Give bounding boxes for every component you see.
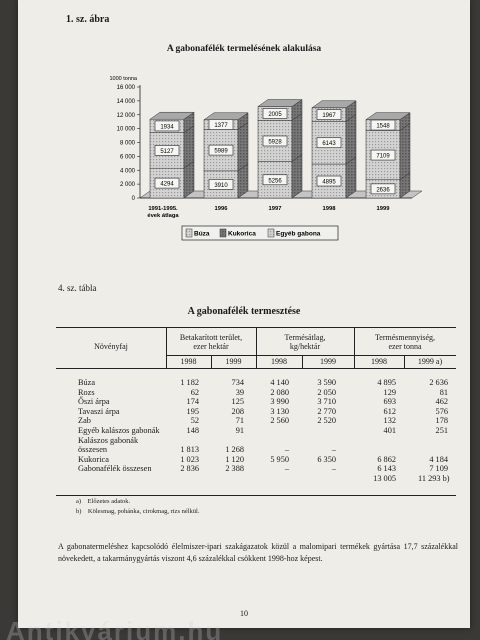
legend-label: Kukorica [228, 230, 256, 238]
col-year-header: 1998 [180, 357, 197, 366]
row-label: összesen [78, 445, 108, 455]
y-tick-label: 6 000 [119, 154, 135, 161]
table-cell: 1 120 [225, 454, 244, 464]
page-number: 10 [240, 609, 248, 618]
table-cell: 6 862 [377, 454, 396, 464]
table-cell: 2 050 [317, 387, 336, 397]
y-tick-label: 8 000 [119, 140, 135, 147]
col-group-header: Betakarított terület, [179, 333, 243, 342]
table-cell: 174 [186, 397, 199, 407]
chart-title: A gabonafélék termelésének alakulása [166, 44, 322, 54]
data-label: 6143 [322, 141, 336, 148]
data-label: 1377 [214, 123, 228, 130]
table-cell: 401 [383, 426, 396, 435]
table-cell: 462 [435, 397, 448, 407]
table-cell: 734 [231, 378, 244, 387]
row-label: Egyéb kalászos gabonák [78, 426, 160, 435]
legend-label: Búza [194, 230, 210, 238]
col-header-plant: Növényfaj [94, 342, 128, 351]
data-label: 5127 [160, 148, 174, 155]
table-cell: 3 710 [317, 397, 336, 407]
table-cell: 251 [435, 426, 448, 435]
table-cell: 4 140 [270, 378, 289, 387]
figure-label: 1. sz. ábra [66, 14, 110, 25]
category-label: 1996 [214, 206, 228, 212]
table-cell: – [284, 464, 289, 474]
table-cell: 3 590 [317, 378, 336, 387]
data-label: 7109 [376, 153, 390, 160]
table-cell: 6 350 [317, 454, 336, 464]
data-label: 2636 [376, 187, 390, 194]
table-cell: 71 [235, 416, 244, 426]
y-tick-label: 16 000 [116, 85, 135, 91]
table-note: a) Előzetes adatok. [76, 498, 131, 505]
table-title: A gabonafélék termesztése [187, 306, 301, 317]
category-label: 1997 [268, 206, 282, 212]
data-label: 1967 [322, 113, 336, 120]
category-label: 1999 [376, 206, 390, 212]
table-cell: 4 184 [429, 454, 448, 464]
table-group-rule [256, 355, 354, 356]
table-cell: 52 [190, 416, 199, 426]
table-cell: 2 836 [180, 464, 199, 474]
category-label: 1998 [322, 206, 336, 212]
table-cell: – [331, 464, 336, 474]
table-cell: 7 109 [429, 464, 448, 474]
table-cell: 148 [186, 426, 199, 435]
data-label: 5989 [214, 148, 228, 155]
document-page [18, 0, 470, 628]
row-label: Búza [78, 378, 96, 387]
data-label: 4895 [322, 179, 336, 186]
col-group-header: ezer tonna [388, 342, 422, 351]
col-year-header: 1999 [320, 357, 336, 366]
row-label: Rozs [78, 387, 95, 397]
table-cell: 195 [186, 406, 199, 416]
col-year-header: 1999 a) [417, 357, 443, 366]
table-cell: 3 130 [270, 406, 289, 416]
table-cell: 612 [383, 406, 396, 416]
table-cell: – [331, 445, 336, 455]
y-tick-label: 14 000 [116, 98, 135, 105]
data-label: 2005 [268, 111, 282, 118]
category-label: 1991-1995. [148, 206, 178, 212]
table-cell: 2 388 [225, 464, 244, 474]
table-cell: 91 [235, 426, 244, 435]
table-cell: 576 [435, 406, 448, 416]
data-label: 5928 [268, 139, 282, 146]
table-cell: 6 143 [377, 464, 396, 474]
table-cell: 81 [439, 387, 448, 397]
row-label: Gabonafélék összesen [78, 464, 152, 474]
table-group-rule [166, 355, 256, 356]
table-cell: 5 950 [270, 454, 289, 464]
table-cell: 62 [190, 387, 199, 397]
table-cell: 11 293 b) [418, 474, 450, 483]
table-cell: 2 520 [317, 416, 336, 426]
table-cell: 1 813 [180, 445, 199, 455]
row-label: Zab [78, 416, 91, 426]
table-cell: 39 [235, 387, 244, 397]
crop-table [18, 0, 470, 540]
watermark: Antikvárium.hu [6, 616, 224, 640]
table-cell: 132 [383, 416, 396, 426]
legend-label: Egyéb gabona [276, 230, 321, 238]
col-year-header: 1998 [271, 357, 287, 366]
data-label: 3910 [214, 182, 228, 189]
table-cell: 1 023 [180, 454, 199, 464]
col-group-header: ezer hektár [193, 342, 229, 351]
row-label: Tavaszi árpa [78, 406, 120, 416]
y-tick-label: 2 000 [119, 182, 135, 189]
table-cell: 1 182 [180, 378, 199, 387]
col-group-header: Termésmennyiség, [374, 333, 436, 342]
col-group-header: kg/hektár [289, 342, 321, 351]
table-cell: 1 268 [225, 445, 244, 455]
data-label: 1548 [376, 123, 390, 130]
table-cell: 178 [435, 416, 448, 426]
table-label: 4. sz. tábla [58, 283, 97, 293]
table-note: b) Kölesmag, pohánka, cirokmag, rizs nélkül. [76, 508, 200, 515]
y-tick-label: 0 [131, 196, 135, 202]
unit-label: 1000 tonna [109, 76, 137, 82]
table-cell: 13 005 [373, 474, 396, 483]
category-label: évek átlaga [147, 213, 179, 219]
y-tick-label: 4 000 [119, 168, 135, 175]
table-cell: 2 636 [429, 378, 448, 387]
table-cell: – [284, 445, 289, 455]
table-cell: 125 [231, 397, 244, 407]
table-cell: 693 [383, 397, 396, 407]
table-cell: 3 990 [270, 397, 289, 407]
data-label: 1934 [160, 124, 174, 131]
table-bottom-rule [56, 495, 456, 496]
table-group-rule [354, 355, 456, 356]
table-cell: 4 895 [377, 378, 396, 387]
table-cell: 2 560 [270, 416, 289, 426]
table-cell: 129 [383, 387, 396, 397]
col-group-header: Termésátlag, [284, 333, 326, 342]
y-tick-label: 12 000 [116, 112, 135, 119]
table-header-rule [56, 368, 456, 369]
row-label: Kukorica [78, 454, 109, 464]
body-paragraph: A gabonatermeléshez kapcsolódó élelmiszer-ipari szakágazatok közül a malomipari termékek gyártása 17,7 százalékkal növekedett, a takarmánygyártás viszont 4,6 százalékkal csökkent 1998-hoz képest. [58, 542, 458, 563]
data-label: 4294 [160, 181, 174, 188]
col-year-header: 1999 [225, 357, 242, 366]
row-label: Őszi árpa [78, 397, 110, 407]
col-year-header: 1998 [371, 357, 387, 366]
table-cell: 2 080 [270, 387, 289, 397]
table-cell: 208 [231, 406, 244, 416]
data-label: 5256 [268, 178, 282, 185]
y-tick-label: 10 000 [116, 126, 135, 133]
table-cell: 2 770 [317, 406, 336, 416]
row-label: Kalászos gabonák [78, 435, 139, 445]
